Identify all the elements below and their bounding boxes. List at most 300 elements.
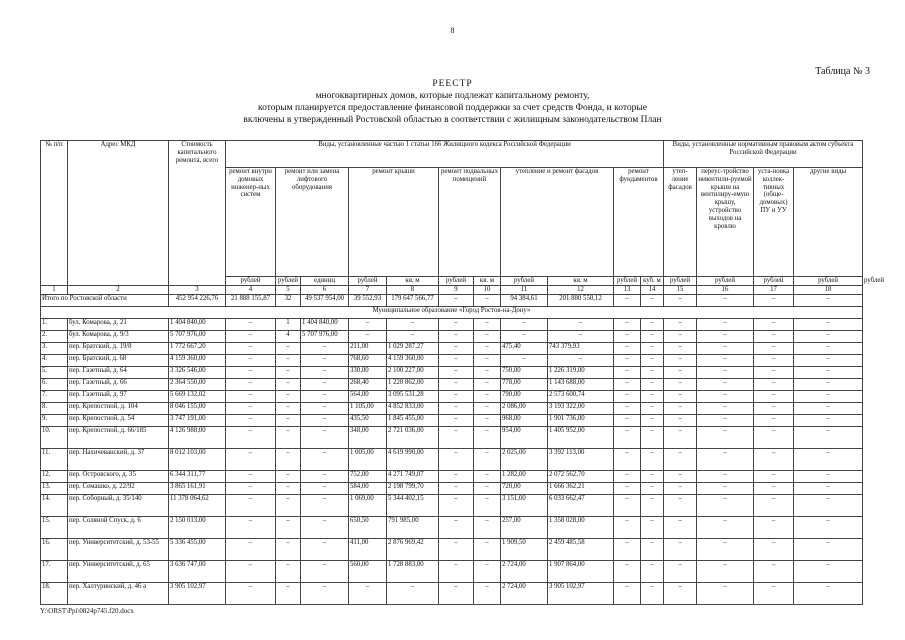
row-value-col-11: 2 724,00 <box>501 560 548 582</box>
total-value-5: 32 <box>276 294 301 306</box>
header-basement: ремонт подвальных помещений <box>439 168 501 277</box>
row-address: пер. Братский, д. 68 <box>68 354 169 366</box>
row-value-col-14: – <box>641 402 664 414</box>
row-value-col-5: – <box>276 448 301 470</box>
row-value-col-10: – <box>474 560 501 582</box>
row-value-col-5: 1 <box>276 318 301 330</box>
row-value-col-16: – <box>697 354 754 366</box>
unit-insulation-rub: рублей <box>697 277 754 286</box>
row-value-col-6: – <box>301 582 349 604</box>
row-value-col-15: – <box>664 560 697 582</box>
row-value-col-12: 2 072 562,70 <box>548 470 614 482</box>
row-address: бул. Комарова, д. 9/3 <box>68 330 169 342</box>
column-number-1: 1 <box>41 285 68 294</box>
row-value-col-7: 768,60 <box>349 354 387 366</box>
row-value-col-10: – <box>474 342 501 354</box>
row-value-col-12: 2 459 485,58 <box>548 538 614 560</box>
row-value-col-5: – <box>276 470 301 482</box>
row-value-col-16: – <box>697 494 754 516</box>
row-number: 12. <box>41 470 68 482</box>
row-value-col-8: 4 852 833,00 <box>387 402 439 414</box>
row-value-col-3: 3 905 102,97 <box>169 582 226 604</box>
row-value-col-4: – <box>226 366 276 378</box>
row-value-col-9: – <box>439 342 474 354</box>
row-value-col-14: – <box>641 390 664 402</box>
total-value-3: 452 954 226,76 <box>169 294 226 306</box>
unit-foundation-rub: рублей <box>664 277 697 286</box>
row-value-col-13: – <box>614 378 641 390</box>
row-value-col-15: – <box>664 390 697 402</box>
data-rows <box>41 318 863 604</box>
row-value-col-5: – <box>276 366 301 378</box>
row-value-col-5: 4 <box>276 330 301 342</box>
row-address: пер. Университетский, д. 65 <box>68 560 169 582</box>
column-number-4: 4 <box>226 285 276 294</box>
column-number-14: 14 <box>641 285 664 294</box>
row-value-col-5: – <box>276 342 301 354</box>
header-address: Адрес МКД <box>68 141 169 286</box>
row-number: 5. <box>41 366 68 378</box>
table-row <box>41 560 863 582</box>
table-row <box>41 402 863 414</box>
row-value-col-18: – <box>794 402 863 414</box>
row-value-col-6: 1 404 840,00 <box>301 318 349 330</box>
row-value-col-6: – <box>301 538 349 560</box>
total-row <box>41 294 863 306</box>
column-number-12: 12 <box>548 285 614 294</box>
table-row <box>41 390 863 402</box>
row-value-col-3: 2 150 013,00 <box>169 516 226 538</box>
row-value-col-14: – <box>641 582 664 604</box>
row-value-col-12: 3 392 113,00 <box>548 448 614 470</box>
row-address: пер. Крепостной, д. 66/185 <box>68 426 169 448</box>
row-value-col-8: 4 619 990,00 <box>387 448 439 470</box>
row-address: бул. Комарова, д. 21 <box>68 318 169 330</box>
row-value-col-9: – <box>439 366 474 378</box>
row-value-col-18: – <box>794 448 863 470</box>
unit-basement-rub: рублей <box>501 277 548 286</box>
row-value-col-6: 5 707 976,00 <box>301 330 349 342</box>
row-value-col-15: – <box>664 378 697 390</box>
row-value-col-14: – <box>641 426 664 448</box>
row-value-col-18: – <box>794 378 863 390</box>
header-insulation: утеп-ление фасадов <box>664 168 697 277</box>
row-value-col-10: – <box>474 402 501 414</box>
row-value-col-12: 743 379,93 <box>548 342 614 354</box>
row-value-col-3: 5 336 455,00 <box>169 538 226 560</box>
row-value-col-4: – <box>226 390 276 402</box>
total-value-18: – <box>794 294 863 306</box>
row-value-col-7: – <box>349 582 387 604</box>
total-value-16: – <box>697 294 754 306</box>
row-value-col-12: 1 143 688,00 <box>548 378 614 390</box>
row-value-col-11: – <box>501 330 548 342</box>
row-value-col-9: – <box>439 470 474 482</box>
row-value-col-4: – <box>226 414 276 426</box>
row-value-col-17: – <box>754 330 794 342</box>
row-value-col-4: – <box>226 378 276 390</box>
row-value-col-12: 1 226 319,00 <box>548 366 614 378</box>
row-value-col-14: – <box>641 482 664 494</box>
row-value-col-16: – <box>697 330 754 342</box>
row-value-col-17: – <box>754 448 794 470</box>
row-value-col-14: – <box>641 354 664 366</box>
row-value-col-16: – <box>697 538 754 560</box>
row-value-col-16: – <box>697 366 754 378</box>
row-value-col-18: – <box>794 560 863 582</box>
total-value-8: 179 647 566,77 <box>387 294 439 306</box>
row-address: пер. Крепостной, д. 104 <box>68 402 169 414</box>
total-value-12: 201 880 550,12 <box>548 294 614 306</box>
row-value-col-9: – <box>439 330 474 342</box>
document-title <box>160 78 745 126</box>
row-value-col-11: 720,00 <box>501 482 548 494</box>
row-value-col-4: – <box>226 516 276 538</box>
row-value-col-13: – <box>614 318 641 330</box>
unit-cost: рублей <box>226 277 276 286</box>
row-address: пер. Братский, д. 19/8 <box>68 342 169 354</box>
row-address: пер. Соборный, д. 35/140 <box>68 494 169 516</box>
row-value-col-18: – <box>794 494 863 516</box>
row-value-col-11: 750,00 <box>501 366 548 378</box>
row-value-col-9: – <box>439 582 474 604</box>
row-value-col-5: – <box>276 538 301 560</box>
municipality-row <box>41 306 863 318</box>
row-value-col-8: 791 985,00 <box>387 516 439 538</box>
title-line-1: РЕЕСТР <box>432 79 473 89</box>
row-value-col-13: – <box>614 494 641 516</box>
row-value-col-15: – <box>664 470 697 482</box>
row-value-col-17: – <box>754 494 794 516</box>
row-value-col-14: – <box>641 448 664 470</box>
row-value-col-5: – <box>276 354 301 366</box>
row-value-col-6: – <box>301 516 349 538</box>
row-value-col-9: – <box>439 426 474 448</box>
row-value-col-15: – <box>664 354 697 366</box>
row-value-col-16: – <box>697 560 754 582</box>
row-value-col-12: 1 907 864,00 <box>548 560 614 582</box>
row-value-col-12: 2 573 600,74 <box>548 390 614 402</box>
row-value-col-16: – <box>697 470 754 482</box>
row-value-col-4: – <box>226 560 276 582</box>
row-value-col-10: – <box>474 330 501 342</box>
row-value-col-8: 5 344 402,15 <box>387 494 439 516</box>
row-value-col-6: – <box>301 378 349 390</box>
row-value-col-16: – <box>697 582 754 604</box>
row-value-col-10: – <box>474 426 501 448</box>
row-number: 16. <box>41 538 68 560</box>
row-value-col-9: – <box>439 448 474 470</box>
row-value-col-11: 968,00 <box>501 414 548 426</box>
row-value-col-11: 778,00 <box>501 378 548 390</box>
row-address: пер. Халтуринский, д. 46 а <box>68 582 169 604</box>
header-facade: утепление и ремонт фасадов <box>501 168 614 277</box>
row-value-col-17: – <box>754 354 794 366</box>
row-value-col-17: – <box>754 366 794 378</box>
row-value-col-4: – <box>226 582 276 604</box>
total-value-17: – <box>754 294 794 306</box>
row-value-col-4: – <box>226 318 276 330</box>
row-value-col-9: – <box>439 482 474 494</box>
row-value-col-9: – <box>439 402 474 414</box>
row-value-col-13: – <box>614 330 641 342</box>
row-value-col-16: – <box>697 448 754 470</box>
row-value-col-14: – <box>641 494 664 516</box>
row-value-col-15: – <box>664 482 697 494</box>
row-value-col-7: 1 069,00 <box>349 494 387 516</box>
row-value-col-9: – <box>439 538 474 560</box>
column-number-10: 10 <box>474 285 501 294</box>
row-value-col-17: – <box>754 402 794 414</box>
row-value-col-8: 4 271 749,07 <box>387 470 439 482</box>
row-value-col-3: 3 865 161,91 <box>169 482 226 494</box>
row-value-col-18: – <box>794 538 863 560</box>
row-value-col-10: – <box>474 582 501 604</box>
header-other: другие виды <box>794 168 863 277</box>
table-row <box>41 378 863 390</box>
row-value-col-3: 8 012 103,00 <box>169 448 226 470</box>
row-value-col-10: – <box>474 366 501 378</box>
table-row <box>41 318 863 330</box>
row-value-col-5: – <box>276 402 301 414</box>
row-value-col-11: – <box>501 318 548 330</box>
row-value-col-4: – <box>226 482 276 494</box>
row-value-col-5: – <box>276 482 301 494</box>
unit-meters-rub: рублей <box>794 277 863 286</box>
row-value-col-17: – <box>754 582 794 604</box>
header-number: № п/п <box>41 141 68 286</box>
row-value-col-17: – <box>754 482 794 494</box>
table-row <box>41 538 863 560</box>
row-value-col-10: – <box>474 494 501 516</box>
header-internal-systems: ремонт внутри домовых инженер-ных систем <box>226 168 276 277</box>
column-number-16: 16 <box>697 285 754 294</box>
row-value-col-15: – <box>664 330 697 342</box>
row-value-col-3: 5 669 132,02 <box>169 390 226 402</box>
row-value-col-13: – <box>614 470 641 482</box>
table-row <box>41 470 863 482</box>
row-value-col-12: – <box>548 318 614 330</box>
table-row <box>41 448 863 470</box>
row-value-col-4: – <box>226 354 276 366</box>
row-value-col-11: 2 025,00 <box>501 448 548 470</box>
row-number: 8. <box>41 402 68 414</box>
row-address: пер. Островского, д. 35 <box>68 470 169 482</box>
total-value-7: 39 552,93 <box>349 294 387 306</box>
row-value-col-6: – <box>301 354 349 366</box>
row-value-col-7: 211,00 <box>349 342 387 354</box>
row-value-col-5: – <box>276 560 301 582</box>
total-value-9: – <box>439 294 474 306</box>
row-value-col-10: – <box>474 482 501 494</box>
row-value-col-6: – <box>301 448 349 470</box>
unit-foundation-cubm: куб. м <box>641 277 664 286</box>
row-value-col-5: – <box>276 516 301 538</box>
table-row <box>41 366 863 378</box>
row-value-col-7: 752,00 <box>349 470 387 482</box>
row-address: пер. Газетный, д. 64 <box>68 366 169 378</box>
row-value-col-7: 268,40 <box>349 378 387 390</box>
row-value-col-3: 5 707 976,00 <box>169 330 226 342</box>
row-value-col-8: 1 845 455,00 <box>387 414 439 426</box>
row-value-col-15: – <box>664 516 697 538</box>
table-row <box>41 354 863 366</box>
header-cost: Стоимость капитального ремонта, всего <box>169 141 226 286</box>
row-value-col-8: 2 100 227,00 <box>387 366 439 378</box>
column-number-3: 3 <box>169 285 226 294</box>
row-value-col-17: – <box>754 560 794 582</box>
row-number: 2. <box>41 330 68 342</box>
row-value-col-8: 1 728 883,00 <box>387 560 439 582</box>
row-value-col-9: – <box>439 494 474 516</box>
row-value-col-16: – <box>697 402 754 414</box>
title-line-4: включены в утвержденный Ростовской областью в соответствии с жилищным законодательством План <box>243 115 662 125</box>
row-value-col-12: 1 405 952,00 <box>548 426 614 448</box>
row-value-col-15: – <box>664 366 697 378</box>
row-value-col-8: 2 876 969,42 <box>387 538 439 560</box>
row-value-col-11: 954,00 <box>501 426 548 448</box>
row-number: 10. <box>41 426 68 448</box>
row-value-col-8: 1 220 862,00 <box>387 378 439 390</box>
row-value-col-8: 3 095 531,28 <box>387 390 439 402</box>
total-value-6: 49 537 954,00 <box>301 294 349 306</box>
row-value-col-10: – <box>474 516 501 538</box>
column-number-9: 9 <box>439 285 474 294</box>
row-value-col-11: 790,00 <box>501 390 548 402</box>
row-value-col-14: – <box>641 516 664 538</box>
row-value-col-9: – <box>439 354 474 366</box>
row-value-col-3: 1 772 667,20 <box>169 342 226 354</box>
row-value-col-16: – <box>697 482 754 494</box>
row-value-col-9: – <box>439 414 474 426</box>
row-value-col-16: – <box>697 516 754 538</box>
table-row <box>41 414 863 426</box>
row-value-col-13: – <box>614 482 641 494</box>
page-number: 8 <box>450 26 455 35</box>
row-value-col-3: 3 326 546,00 <box>169 366 226 378</box>
row-value-col-3: 11 378 064,62 <box>169 494 226 516</box>
unit-lift-rub: рублей <box>349 277 387 286</box>
row-value-col-6: – <box>301 390 349 402</box>
row-value-col-14: – <box>641 560 664 582</box>
row-value-col-11: – <box>501 354 548 366</box>
row-value-col-3: 2 364 550,00 <box>169 378 226 390</box>
row-value-col-16: – <box>697 318 754 330</box>
row-value-col-17: – <box>754 390 794 402</box>
row-value-col-16: – <box>697 414 754 426</box>
row-value-col-17: – <box>754 414 794 426</box>
row-value-col-10: – <box>474 318 501 330</box>
row-address: пер. Крепостной, д. 54 <box>68 414 169 426</box>
row-value-col-16: – <box>697 378 754 390</box>
column-number-2: 2 <box>68 285 169 294</box>
row-value-col-14: – <box>641 366 664 378</box>
row-number: 1. <box>41 318 68 330</box>
table-row <box>41 482 863 494</box>
row-value-col-14: – <box>641 342 664 354</box>
row-address: пер. Нахичеванский, д. 37 <box>68 448 169 470</box>
row-value-col-13: – <box>614 402 641 414</box>
row-value-col-6: – <box>301 560 349 582</box>
unit-internal: рублей <box>276 277 301 286</box>
row-address: пер. Соляной Спуск, д. 6 <box>68 516 169 538</box>
row-value-col-9: – <box>439 390 474 402</box>
column-number-18: 18 <box>794 285 863 294</box>
row-value-col-7: – <box>349 318 387 330</box>
row-value-col-14: – <box>641 378 664 390</box>
row-value-col-3: 8 046 155,00 <box>169 402 226 414</box>
table-row <box>41 426 863 448</box>
row-value-col-13: – <box>614 366 641 378</box>
table-row <box>41 516 863 538</box>
row-value-col-4: – <box>226 402 276 414</box>
row-value-col-10: – <box>474 378 501 390</box>
header-group-subject: Виды, установленные нормативным правовым актом субъекта Российской Федерации <box>664 141 863 168</box>
row-value-col-12: 1 358 028,00 <box>548 516 614 538</box>
row-value-col-17: – <box>754 378 794 390</box>
row-value-col-18: – <box>794 318 863 330</box>
total-value-11: 94 384,61 <box>501 294 548 306</box>
unit-facade-sqm: кв. м <box>548 277 614 286</box>
row-value-col-7: 560,00 <box>349 560 387 582</box>
row-value-col-17: – <box>754 470 794 482</box>
row-value-col-10: – <box>474 470 501 482</box>
row-value-col-6: – <box>301 402 349 414</box>
total-value-13: – <box>614 294 641 306</box>
row-value-col-7: – <box>349 330 387 342</box>
row-value-col-10: – <box>474 538 501 560</box>
row-value-col-3: 6 344 311,77 <box>169 470 226 482</box>
row-value-col-14: – <box>641 330 664 342</box>
row-value-col-7: 650,50 <box>349 516 387 538</box>
header-meters: уста-новка коллек-тивных (обще-домовых) ПУ и УУ <box>754 168 794 277</box>
row-value-col-7: 584,00 <box>349 482 387 494</box>
row-value-col-4: – <box>226 538 276 560</box>
row-value-col-17: – <box>754 516 794 538</box>
row-value-col-13: – <box>614 448 641 470</box>
row-value-col-12: 1 901 736,00 <box>548 414 614 426</box>
row-value-col-15: – <box>664 538 697 560</box>
unit-roof-rub: рублей <box>439 277 474 286</box>
row-value-col-15: – <box>664 318 697 330</box>
row-value-col-6: – <box>301 470 349 482</box>
row-number: 6. <box>41 378 68 390</box>
row-value-col-8: 2 198 799,70 <box>387 482 439 494</box>
column-number-15: 15 <box>664 285 697 294</box>
row-value-col-5: – <box>276 582 301 604</box>
row-value-col-6: – <box>301 414 349 426</box>
row-value-col-11: 2 086,00 <box>501 402 548 414</box>
row-value-col-18: – <box>794 414 863 426</box>
row-value-col-13: – <box>614 560 641 582</box>
row-value-col-13: – <box>614 516 641 538</box>
row-value-col-16: – <box>697 342 754 354</box>
row-value-col-8: – <box>387 582 439 604</box>
row-number: 4. <box>41 354 68 366</box>
unit-roof-sqm: кв. м <box>387 277 439 286</box>
row-value-col-11: 3 151,00 <box>501 494 548 516</box>
row-value-col-11: 475,40 <box>501 342 548 354</box>
row-value-col-18: – <box>794 330 863 342</box>
row-value-col-15: – <box>664 426 697 448</box>
row-value-col-14: – <box>641 318 664 330</box>
row-value-col-12: 3 905 102,97 <box>548 582 614 604</box>
row-value-col-11: 1 909,50 <box>501 538 548 560</box>
row-value-col-18: – <box>794 426 863 448</box>
row-value-col-12: 3 193 322,00 <box>548 402 614 414</box>
total-value-15: – <box>664 294 697 306</box>
table-row <box>41 330 863 342</box>
